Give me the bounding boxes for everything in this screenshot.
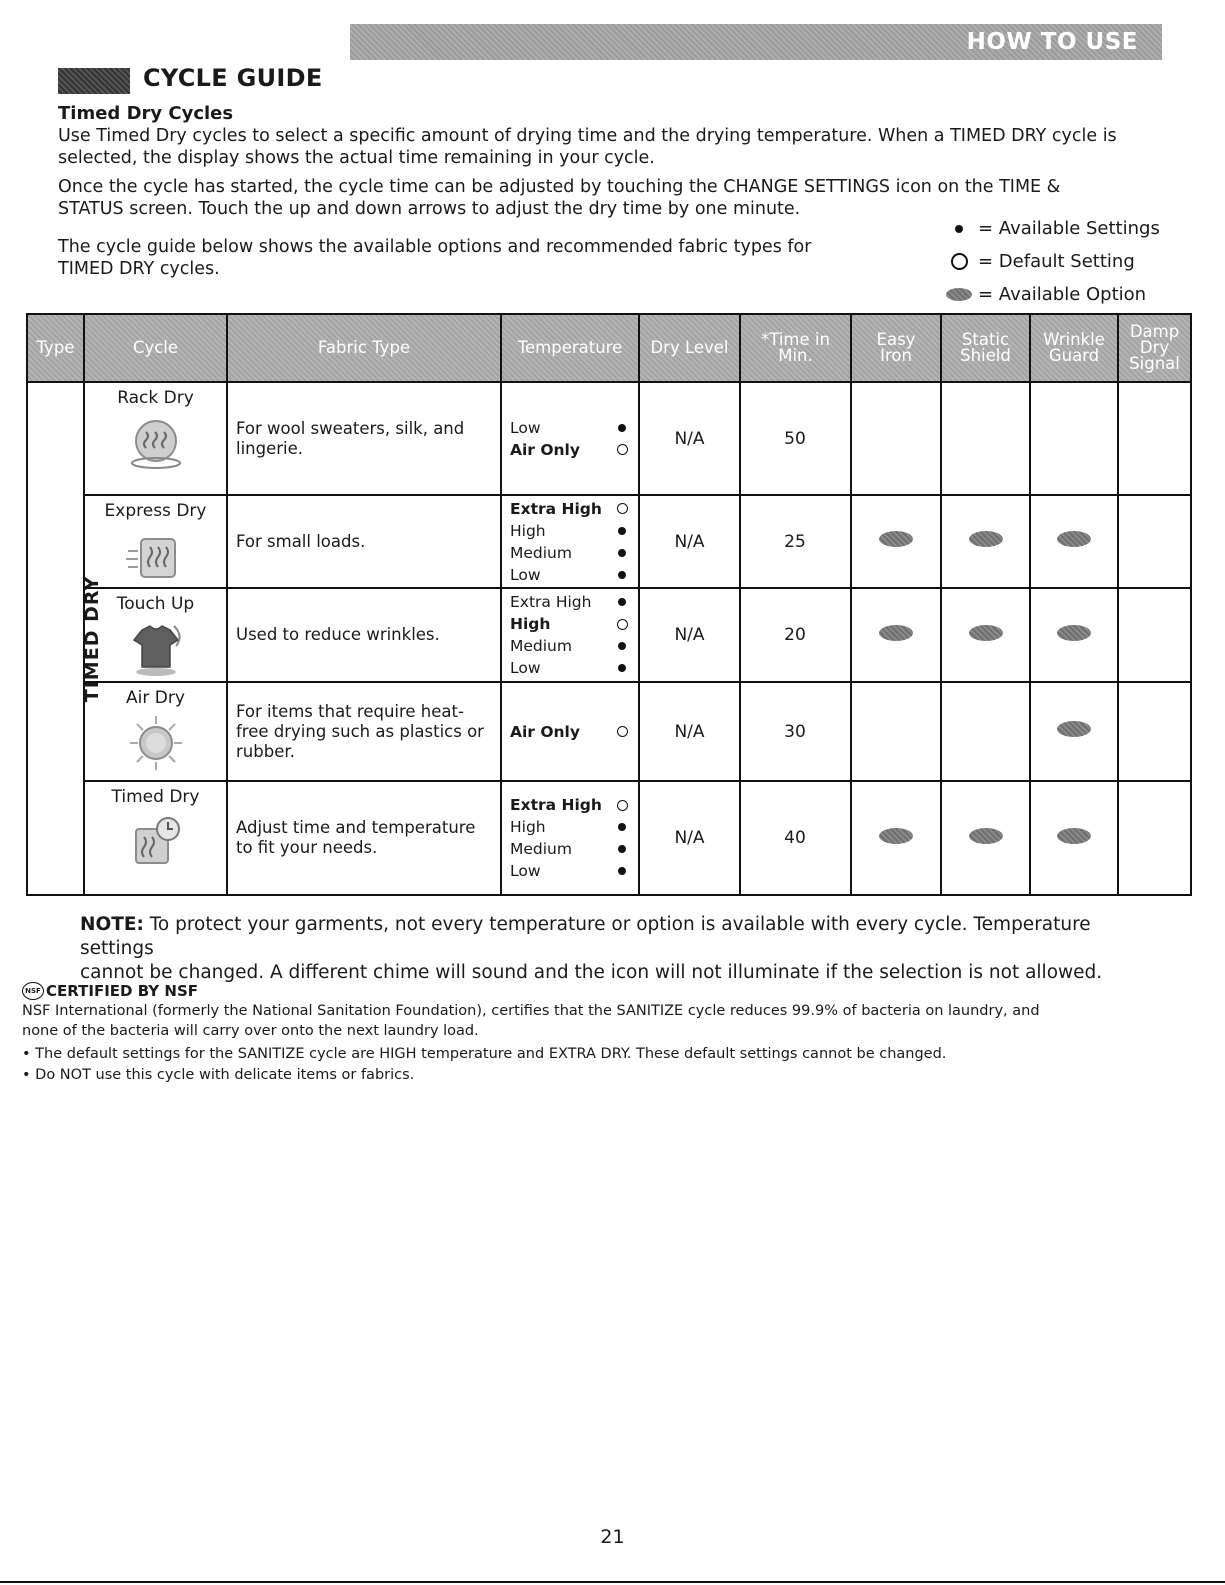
table-row — [27, 382, 1191, 495]
time-cell: 30 — [740, 682, 851, 781]
page-number: 21 — [600, 1526, 625, 1548]
header-damp-dry-signal: Damp Dry Signal — [1118, 314, 1191, 382]
dry-level-cell: N/A — [639, 682, 740, 781]
cycle-name: Express Dry — [104, 501, 207, 521]
available-setting-dot-icon — [618, 424, 626, 432]
damp-dry-signal-cell — [1118, 588, 1191, 682]
header-dry-level: Dry Level — [639, 314, 740, 382]
easy-iron-cell — [851, 682, 941, 781]
available-option-oval-icon — [879, 625, 913, 641]
nsf-paragraph: NSF International (formerly the National Sanitation Foundation), certifies that the SANITIZE cycle reduces 99.9% of bacteria on laundry, and none of the bacteria will carry over onto the next laundry load. — [22, 1003, 1040, 1039]
express-dry-icon — [124, 527, 188, 585]
temperature-option: Medium — [510, 635, 630, 657]
temperature-option: Extra High — [510, 794, 630, 816]
available-option-oval-icon — [969, 625, 1003, 641]
nsf-heading: NSF CERTIFIED BY NSF — [22, 982, 198, 1000]
fabric-type-cell: For small loads. — [227, 495, 501, 588]
air-dry-icon — [124, 714, 188, 772]
temperature-cell — [501, 495, 639, 588]
time-cell: 20 — [740, 588, 851, 682]
wrinkle-guard-cell — [1030, 588, 1118, 682]
temperature-option: Medium — [510, 838, 630, 860]
temperature-option: High — [510, 613, 630, 635]
header-type: Type — [27, 314, 84, 382]
default-setting-ring-icon — [617, 619, 628, 630]
temperature-cell — [501, 588, 639, 682]
header-easy-iron: Easy Iron — [851, 314, 941, 382]
nsf-logo-icon: NSF — [22, 982, 44, 1000]
touch-up-icon — [124, 620, 188, 678]
intro-paragraph-1: Use Timed Dry cycles to select a specific amount of drying time and the drying temperature. When a TIMED DRY cycle is selected, the display shows the actual time remaining in your cycle. — [58, 126, 1117, 168]
temperature-option: Air Only — [510, 721, 630, 743]
default-setting-ring-icon — [951, 253, 968, 270]
cycle-cell — [84, 588, 227, 682]
intro-paragraph-3: The cycle guide below shows the available options and recommended fabric types for TIMED DRY cycles. — [58, 237, 812, 279]
rack-dry-icon — [124, 414, 188, 472]
temperature-option: Low — [510, 860, 630, 882]
temperature-option: Extra High — [510, 498, 630, 520]
available-setting-dot-icon — [618, 571, 626, 579]
fabric-type-cell: For items that require heat- free drying such as plastics or rubber. — [227, 682, 501, 781]
default-setting-ring-icon — [617, 503, 628, 514]
time-cell: 40 — [740, 781, 851, 895]
static-shield-cell — [941, 682, 1030, 781]
available-option-oval-icon — [879, 531, 913, 547]
note-paragraph: NOTE: To protect your garments, not every temperature or option is available with every cycle. Temperature settings cannot be changed. A different chime will sound and the icon will not illuminate if the selection is not allowed. — [80, 914, 1103, 983]
legend-default-setting: = Default Setting — [940, 245, 1160, 278]
available-setting-dot-icon — [618, 549, 626, 557]
damp-dry-signal-cell — [1118, 495, 1191, 588]
default-setting-ring-icon — [617, 726, 628, 737]
time-cell: 50 — [740, 382, 851, 495]
damp-dry-signal-cell — [1118, 382, 1191, 495]
static-shield-cell — [941, 382, 1030, 495]
available-setting-dot-icon — [618, 527, 626, 535]
time-cell: 25 — [740, 495, 851, 588]
cycle-name: Rack Dry — [117, 388, 194, 408]
table-header-row — [27, 314, 1191, 382]
default-setting-ring-icon — [617, 800, 628, 811]
temperature-cell — [501, 781, 639, 895]
nsf-bullet-2: • Do NOT use this cycle with delicate items or fabrics. — [22, 1067, 415, 1083]
easy-iron-cell — [851, 781, 941, 895]
type-label: TIMED DRY — [81, 575, 104, 702]
available-option-oval-icon — [1057, 531, 1091, 547]
wrinkle-guard-cell — [1030, 682, 1118, 781]
default-setting-ring-icon — [617, 444, 628, 455]
fabric-type-cell: For wool sweaters, silk, and lingerie. — [227, 382, 501, 495]
section-banner — [350, 24, 1162, 60]
temperature-option: Low — [510, 657, 630, 679]
easy-iron-cell — [851, 495, 941, 588]
static-shield-cell — [941, 781, 1030, 895]
cycle-name: Timed Dry — [111, 787, 200, 807]
header-fabric-type: Fabric Type — [227, 314, 501, 382]
available-option-oval-icon — [1057, 721, 1091, 737]
available-setting-dot-icon — [955, 225, 963, 233]
available-setting-dot-icon — [618, 845, 626, 853]
temperature-option: Low — [510, 417, 630, 439]
cycle-cell — [84, 382, 227, 495]
dry-level-cell: N/A — [639, 588, 740, 682]
timed-dry-icon — [124, 813, 188, 871]
cycle-cell — [84, 781, 227, 895]
available-option-oval-icon — [969, 828, 1003, 844]
temperature-cell — [501, 382, 639, 495]
section-subheading: Timed Dry Cycles — [58, 103, 234, 124]
available-option-oval-icon — [969, 531, 1003, 547]
easy-iron-cell — [851, 588, 941, 682]
available-setting-dot-icon — [618, 598, 626, 606]
wrinkle-guard-cell — [1030, 781, 1118, 895]
header-static-shield: Static Shield — [941, 314, 1030, 382]
easy-iron-cell — [851, 382, 941, 495]
table-row — [27, 495, 1191, 588]
dry-level-cell: N/A — [639, 781, 740, 895]
header-cycle: Cycle — [84, 314, 227, 382]
damp-dry-signal-cell — [1118, 781, 1191, 895]
dry-level-cell: N/A — [639, 382, 740, 495]
nsf-bullet-1: • The default settings for the SANITIZE cycle are HIGH temperature and EXTRA DRY. These default settings cannot be changed. — [22, 1046, 947, 1062]
cycle-guide-table — [26, 313, 1192, 896]
available-setting-dot-icon — [618, 823, 626, 831]
table-row — [27, 588, 1191, 682]
dry-level-cell: N/A — [639, 495, 740, 588]
title-marker-block — [58, 68, 130, 94]
legend-available-option: = Available Option — [940, 278, 1160, 311]
section-tab-label: HOW TO USE — [966, 29, 1138, 55]
bottom-rule — [0, 1581, 1225, 1583]
available-option-oval-icon — [879, 828, 913, 844]
table-row — [27, 682, 1191, 781]
type-cell — [27, 382, 104, 895]
wrinkle-guard-cell — [1030, 495, 1118, 588]
cycle-cell — [84, 682, 227, 781]
fabric-type-cell: Used to reduce wrinkles. — [227, 588, 501, 682]
header-time: *Time in Min. — [740, 314, 851, 382]
temperature-cell — [501, 682, 639, 781]
available-setting-dot-icon — [618, 664, 626, 672]
cycle-name: Air Dry — [126, 688, 185, 708]
table-row — [27, 781, 1191, 895]
wrinkle-guard-cell — [1030, 382, 1118, 495]
cycle-cell — [84, 495, 227, 588]
page-title: CYCLE GUIDE — [143, 64, 323, 92]
static-shield-cell — [941, 495, 1030, 588]
available-option-oval-icon — [1057, 625, 1091, 641]
temperature-option: Low — [510, 564, 630, 586]
temperature-option: High — [510, 816, 630, 838]
legend — [940, 212, 1160, 311]
header-wrinkle-guard: Wrinkle Guard — [1030, 314, 1118, 382]
header-temperature: Temperature — [501, 314, 639, 382]
intro-paragraph-2: Once the cycle has started, the cycle time can be adjusted by touching the CHANGE SETTINGS icon on the TIME & STATUS screen. Touch the up and down arrows to adjust the dry time by one minute. — [58, 177, 1061, 219]
available-setting-dot-icon — [618, 867, 626, 875]
available-setting-dot-icon — [618, 642, 626, 650]
fabric-type-cell: Adjust time and temperature to fit your needs. — [227, 781, 501, 895]
damp-dry-signal-cell — [1118, 682, 1191, 781]
available-option-oval-icon — [1057, 828, 1091, 844]
temperature-option: Air Only — [510, 439, 630, 461]
cycle-name: Touch Up — [116, 594, 195, 614]
legend-available-settings: = Available Settings — [940, 212, 1160, 245]
available-option-oval-icon — [946, 288, 972, 301]
temperature-option: Extra High — [510, 591, 630, 613]
temperature-option: High — [510, 520, 630, 542]
temperature-option: Medium — [510, 542, 630, 564]
static-shield-cell — [941, 588, 1030, 682]
